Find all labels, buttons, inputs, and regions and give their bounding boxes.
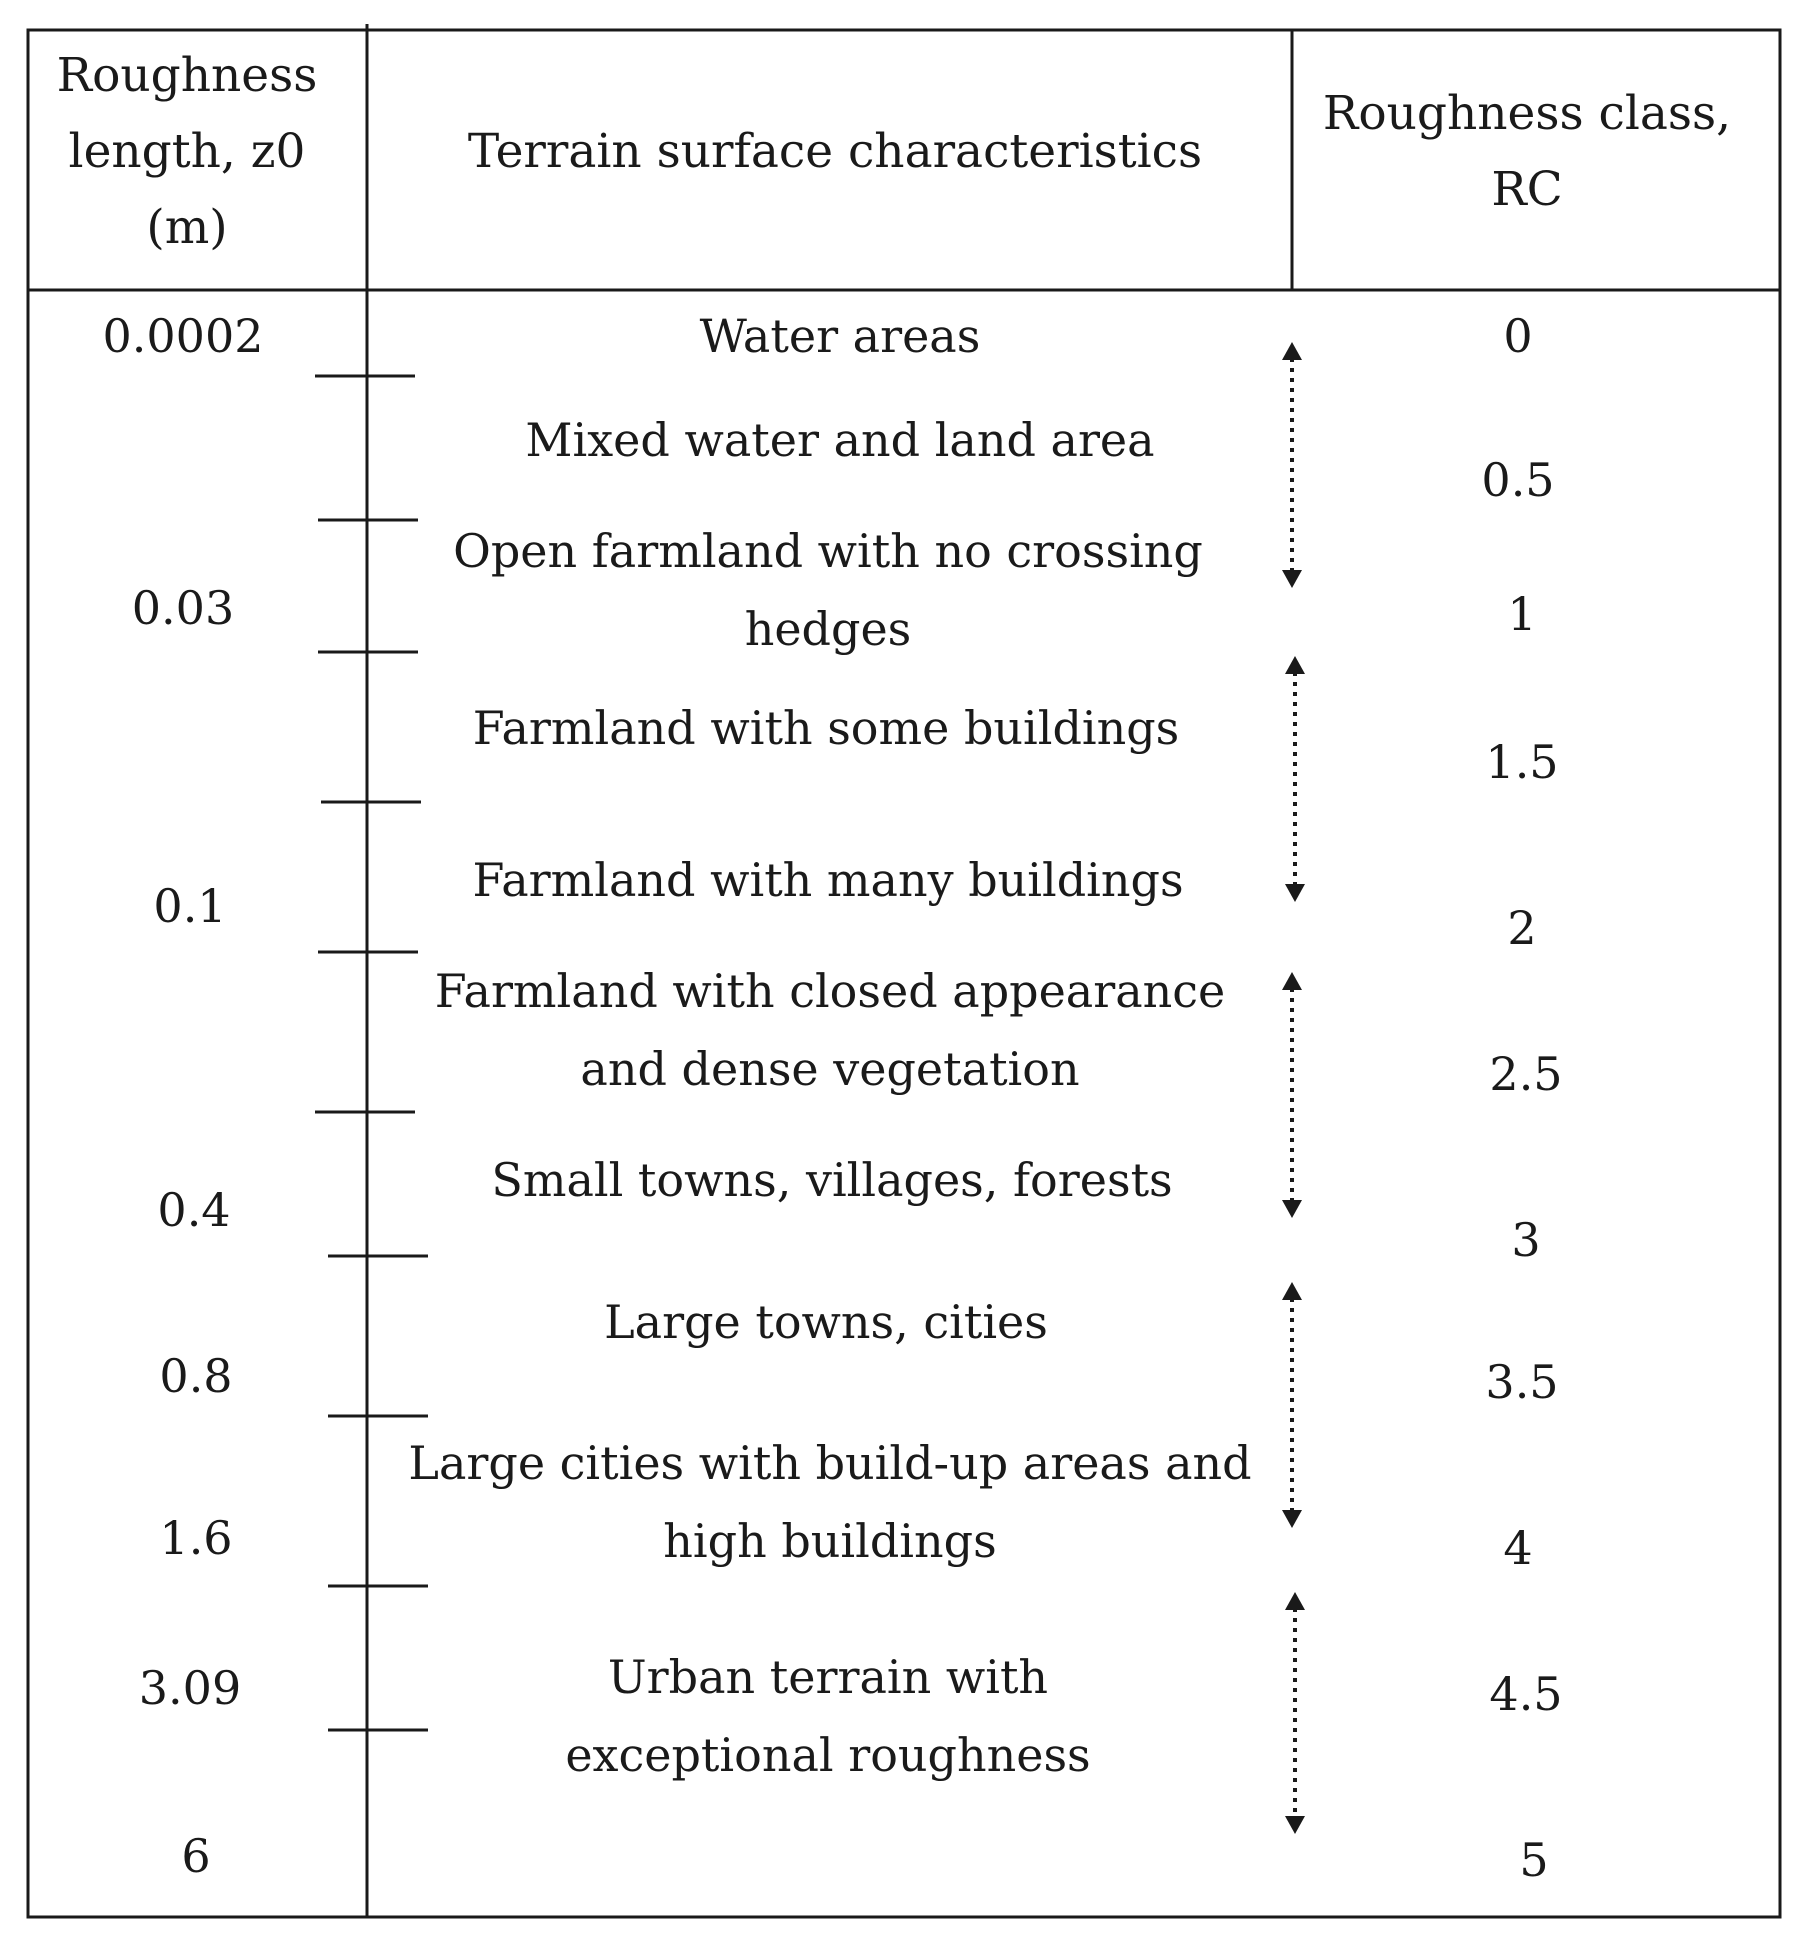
z0-value: 1.6 [159,1511,233,1565]
arrow-head-down [1282,1200,1302,1218]
header-terrain: Terrain surface characteristics [467,124,1203,179]
terrain-line: Large towns, cities [604,1295,1048,1349]
arrow-head-down [1285,1816,1305,1834]
z0-value: 0.4 [157,1183,231,1237]
rc-value: 3 [1511,1213,1541,1267]
rc-value: 4.5 [1489,1667,1563,1721]
terrain-line: and dense vegetation [580,1042,1080,1096]
rc-value: 0.5 [1481,453,1555,507]
z0-value: 0.0002 [102,309,264,363]
header-rc-line: Roughness class, [1322,86,1732,141]
terrain-description [565,1638,1090,1794]
terrain-line: Open farmland with no crossing [453,524,1203,578]
terrain-line: Mixed water and land area [525,413,1155,467]
terrain-line: Large cities with build-up areas and [408,1436,1252,1490]
header-z0-line: Roughness [56,48,318,103]
terrain-line: hedges [744,602,912,656]
rc-value: 1.5 [1485,735,1559,789]
header-z0-line: (m) [146,200,228,255]
terrain-line: Farmland with closed appearance [434,964,1226,1018]
arrow-head-down [1282,570,1302,588]
rc-value: 2 [1507,901,1537,955]
arrow-head-up [1282,972,1302,990]
arrow-head-down [1285,884,1305,902]
rc-value: 1 [1507,587,1537,641]
terrain-description [525,401,1154,479]
terrain-description [472,841,1183,919]
header-z0-line: length, z0 [68,124,306,179]
terrain-line: Farmland with many buildings [472,853,1184,907]
terrain-description [435,952,1226,1108]
header-rc-line: RC [1491,162,1563,217]
terrain-description [473,689,1180,767]
terrain-line: Urban terrain with [607,1650,1049,1704]
arrow-head-up [1282,1282,1302,1300]
arrow-head-up [1282,342,1302,360]
z0-value: 3.09 [138,1661,242,1715]
arrow-head-up [1285,1592,1305,1610]
terrain-line: Farmland with some buildings [472,701,1180,755]
terrain-description [700,297,981,375]
terrain-description [491,1141,1172,1219]
terrain-line: exceptional roughness [565,1728,1091,1782]
terrain-description [604,1283,1048,1361]
terrain-line: Small towns, villages, forests [491,1153,1173,1207]
rc-value: 0 [1503,309,1533,363]
rc-value: 4 [1503,1521,1533,1575]
rc-value: 2.5 [1489,1047,1563,1101]
header-z0 [57,38,318,266]
z0-value: 0.8 [159,1349,233,1403]
rc-value: 3.5 [1485,1355,1559,1409]
z0-value: 0.03 [131,581,235,635]
z0-value: 6 [181,1829,211,1883]
terrain-line: high buildings [663,1514,997,1568]
arrow-head-up [1285,656,1305,674]
rc-value: 5 [1519,1833,1549,1887]
z0-value: 0.1 [153,879,227,933]
arrow-head-down [1282,1510,1302,1528]
terrain-description [453,512,1203,668]
terrain-line: Water areas [699,309,981,363]
terrain-description [408,1424,1251,1580]
header-rc [1323,76,1731,228]
